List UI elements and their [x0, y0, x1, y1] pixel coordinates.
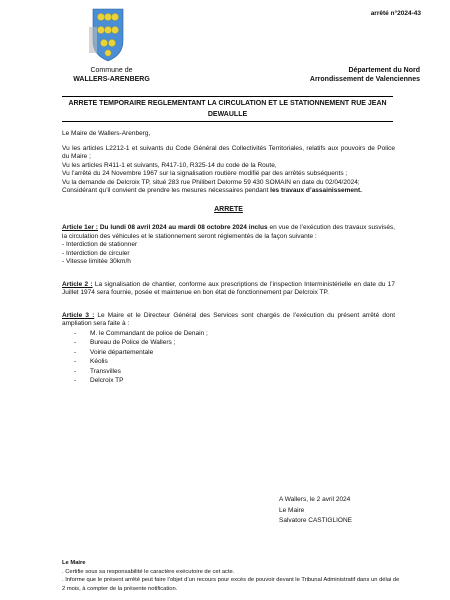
list-item: - Transvilles — [74, 367, 121, 375]
commune-name: WALLERS-ARENBERG — [73, 76, 150, 83]
article-1-item: - Interdiction de stationner — [62, 241, 138, 248]
list-item: - M. le Commandant de police de Denain ; — [74, 329, 208, 337]
footer-line-1: . Certifie sous sa responsabilité le caractère exécutoire de cet acte. — [62, 568, 235, 575]
arrete-number: arrêté n°2024-43 — [370, 10, 421, 17]
coat-of-arms-icon — [87, 7, 129, 63]
preamble-vu-4: Vu la demande de Delcroix TP, situé 283 rue Philibert Delorme 59 430 SOMAIN en date du 02/04/2024; — [62, 178, 360, 186]
title-line-1: ARRETE TEMPORAIRE REGLEMENTANT LA CIRCULATION ET LE STATIONNEMENT RUE JEAN — [68, 100, 387, 107]
recipient-name: Delcroix TP — [90, 377, 124, 385]
document-title — [62, 96, 393, 122]
recipient-name: Kéolis — [90, 358, 108, 366]
preamble-vu-3: Vu l’arrêté du 24 Novembre 1967 sur la signalisation routière modifié par des arrêtés subséquents ; — [62, 170, 348, 177]
recipient-name: M. le Commandant de police de Denain ; — [90, 329, 208, 337]
article-1-item: - Interdiction de circuler — [62, 249, 130, 257]
article-1-dates: Du lundi 08 avril 2024 au mardi 08 octobre 2024 inclus — [99, 224, 268, 231]
footer-title: Le Maire — [62, 560, 86, 566]
signature-name: Salvatore CASTIGLIONE — [279, 517, 352, 524]
preamble-vu-1: Vu les articles L2212-1 et suivants du Code Général des Collectivités Territoriales, relatifs aux pouvoirs de Police du Maire ; — [62, 144, 395, 160]
list-item: - Bureau de Police de Wallers ; — [74, 339, 176, 347]
department-block — [310, 66, 420, 84]
arrondissement-name: Arrondissement de Valenciennes — [309, 76, 420, 83]
preamble-considerant — [62, 187, 395, 196]
article-3 — [62, 312, 395, 329]
title-line-2: DEWAULLE — [207, 110, 248, 118]
article-3-text: Le Maire et le Directeur Général des Services sont chargés de l’exécution du présent arrêté dont ampliation sera faite à : — [62, 311, 395, 327]
commune-label: Commune de — [90, 67, 133, 74]
considerant-bold: les travaux d’assainissement. — [270, 187, 362, 194]
article-2 — [62, 281, 395, 298]
list-item: - Kéolis — [74, 358, 108, 366]
list-item: - Delcroix TP — [74, 377, 124, 385]
commune-block — [64, 66, 159, 84]
recipient-list — [74, 329, 395, 387]
recipient-name: Voirie départementale — [90, 348, 154, 356]
article-1 — [62, 224, 395, 241]
signature-role: Le Maire — [279, 506, 305, 514]
recipient-name: Transvilles — [90, 367, 121, 375]
article-2-label: Article 2 : — [62, 280, 93, 288]
preamble-intro: Le Maire de Wallers-Arenberg, — [62, 130, 151, 137]
considerant-text: Considérant qu’il convient de prendre les mesures nécessaires pendant — [62, 187, 269, 194]
footer-line-2: . Informe que le présent arrêté peut faire l’objet d’un recours pour excès de pouvoir devant le Tribunal Administratif dans un délai de 2 mois, à compter de la présente notification. — [62, 577, 400, 592]
signature-place-date: A Wallers, le 2 avril 2024 — [279, 496, 351, 503]
article-1-label: Article 1er : — [62, 224, 98, 231]
arrete-heading: ARRETE — [214, 205, 243, 213]
document-body — [62, 130, 395, 386]
article-1-item: - Vitesse limitée 30km/h — [62, 258, 131, 265]
signature-block — [279, 495, 352, 527]
recipient-name: Bureau de Police de Wallers ; — [90, 339, 176, 347]
preamble-vu-2: Vu les articles R411-1 et suivants, R417-10, R325-14 du code de la Route, — [62, 161, 277, 169]
department-name: Département du Nord — [348, 67, 420, 74]
article-2-text: La signalisation de chantier, conforme aux prescriptions de l’inspection Interministérielle en date du 17 Juillet 1974 sera fournie, posée et maintenue en bon état de fonctionnement par Delcroix TP. — [62, 280, 395, 296]
footer-notice — [62, 559, 402, 593]
article-1-text: en vue de l’exécution des travaux susvisés, la circulation des véhicules et le stationnement seront réglementés de la façon suivante : — [62, 224, 395, 240]
list-item: - Voirie départementale — [74, 348, 154, 356]
article-3-label: Article 3 : — [62, 311, 95, 319]
